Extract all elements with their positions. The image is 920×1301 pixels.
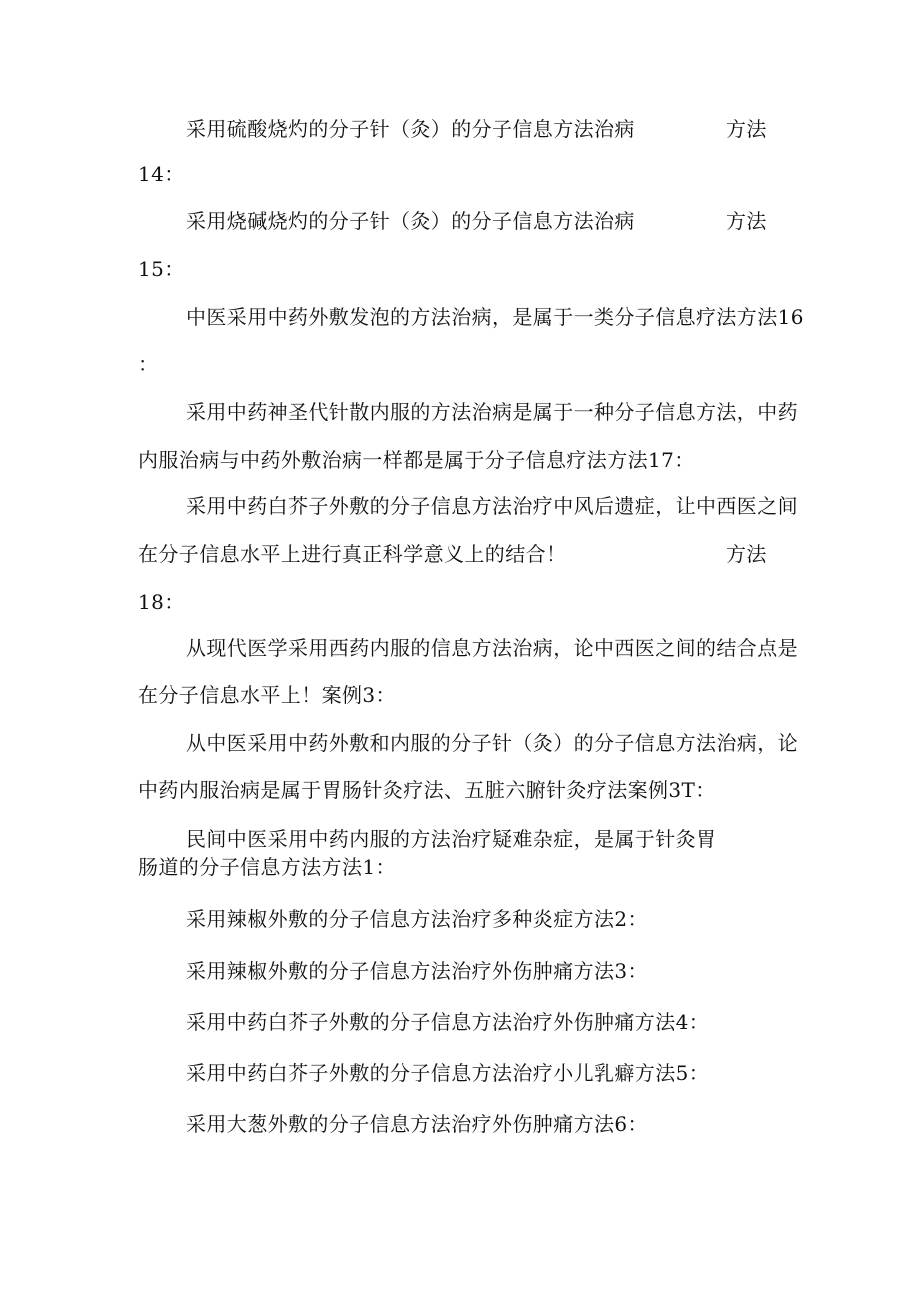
text-line: 采用烧碱烧灼的分子针（灸）的分子信息方法治病 xyxy=(186,209,635,233)
text-line: 采用中药神圣代针散内服的方法治病是属于一种分子信息方法，中药 xyxy=(186,400,798,424)
text-line: 在分子信息水平上！案例3： xyxy=(138,683,396,707)
text-line: 肠道的分子信息方法方法1： xyxy=(138,855,396,879)
text-line: 内服治病与中药外敷治病一样都是属于分子信息疗法方法17： xyxy=(138,448,695,472)
text-line: 方法 xyxy=(726,209,767,233)
text-line: 采用中药白芥子外敷的分子信息方法治疗小儿乳癖方法5： xyxy=(186,1061,710,1085)
text-line: 民间中医采用中药内服的方法治疗疑难杂症，是属于针灸胃 xyxy=(186,827,717,851)
text-line: ： xyxy=(138,352,159,376)
text-line: 方法 xyxy=(726,542,767,566)
text-line: 采用辣椒外敷的分子信息方法治疗外伤肿痛方法3： xyxy=(186,959,648,983)
text-line: 采用中药白芥子外敷的分子信息方法治疗外伤肿痛方法4： xyxy=(186,1010,710,1034)
text-line: 从中医采用中药外敷和内服的分子针（灸）的分子信息方法治病，论 xyxy=(186,731,798,755)
text-line: 14： xyxy=(138,162,185,186)
text-line: 采用中药白芥子外敷的分子信息方法治疗中风后遗症，让中西医之间 xyxy=(186,494,798,518)
text-line: 采用硫酸烧灼的分子针（灸）的分子信息方法治病 xyxy=(186,117,635,141)
text-line: 18： xyxy=(138,590,185,614)
text-line: 中药内服治病是属于胃肠针灸疗法、五脏六腑针灸疗法案例3T： xyxy=(138,778,716,802)
text-line: 采用大葱外敷的分子信息方法治疗外伤肿痛方法6： xyxy=(186,1112,648,1136)
text-line: 15： xyxy=(138,257,185,281)
text-line: 在分子信息水平上进行真正科学意义上的结合！ xyxy=(138,542,567,566)
text-line: 采用辣椒外敷的分子信息方法治疗多种炎症方法2： xyxy=(186,907,648,931)
text-line: 从现代医学采用西药内服的信息方法治病，论中西医之间的结合点是 xyxy=(186,636,798,660)
text-line: 方法 xyxy=(726,117,767,141)
text-line: 中医采用中药外敷发泡的方法治病，是属于一类分子信息疗法方法16 xyxy=(186,305,804,329)
